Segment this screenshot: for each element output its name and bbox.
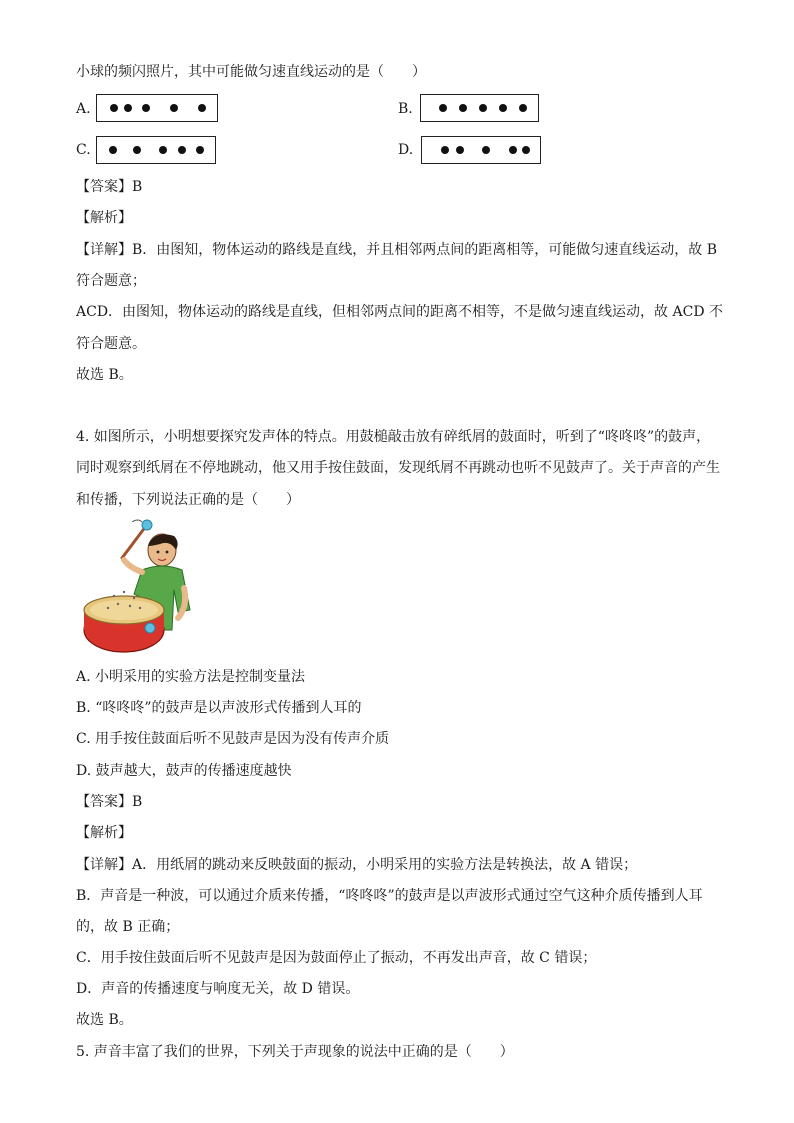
- dot: [142, 104, 150, 112]
- q3-analysis-title: 【解析】: [76, 210, 132, 226]
- dot: [439, 104, 447, 112]
- q4-option-d: D. 鼓声越大，鼓声的传播速度越快: [76, 763, 292, 779]
- q3-option-a-dots: [96, 94, 218, 122]
- dot: [196, 146, 204, 154]
- q3-option-b-label: B.: [398, 101, 413, 117]
- q3-option-a-label: A.: [76, 101, 91, 117]
- dot: [109, 146, 117, 154]
- dot: [159, 146, 167, 154]
- q4-option-c: C. 用手按住鼓面后听不见鼓声是因为没有传声介质: [76, 731, 390, 747]
- dot: [110, 104, 118, 112]
- q3-conclusion: 故选 B。: [76, 367, 133, 383]
- q3-detail-2b: 符合题意。: [76, 336, 146, 352]
- q3-detail-2a: ACD．由图知，物体运动的路线是直线，但相邻两点间的距离不相等，不是做匀速直线运动，故 ACD 不: [76, 304, 723, 320]
- dot: [124, 104, 132, 112]
- q4-detail-a: 【详解】A．用纸屑的跳动来反映鼓面的振动，小明采用的实验方法是转换法，故 A 错误；: [76, 857, 638, 873]
- q3-detail-1a: 【详解】B．由图知，物体运动的路线是直线，并且相邻两点间的距离相等，可能做匀速直线运动，故 B: [76, 242, 718, 258]
- dot: [170, 104, 178, 112]
- q4-analysis-title: 【解析】: [76, 825, 132, 841]
- q3-option-d-label: D.: [398, 142, 414, 158]
- q4-detail-b2: 的，故 B 正确；: [76, 919, 180, 935]
- q4-detail-d: D．声音的传播速度与响度无关，故 D 错误。: [76, 981, 360, 997]
- q3-detail-1b: 符合题意；: [76, 273, 146, 289]
- dot: [509, 146, 517, 154]
- q3-option-b-dots: [420, 94, 539, 122]
- q3-option-d-dots: [421, 136, 541, 164]
- q4-detail-c: C．用手按住鼓面后听不见鼓声是因为鼓面停止了振动，不再发出声音，故 C 错误；: [76, 950, 597, 966]
- dot: [198, 104, 206, 112]
- q3-intro: 小球的频闪照片，其中可能做匀速直线运动的是（ ）: [76, 64, 426, 80]
- dot: [441, 146, 449, 154]
- q4-answer: 【答案】B: [76, 794, 143, 810]
- q4-stem-line-2: 同时观察到纸屑在不停地跳动，他又用手按住鼓面，发现纸屑不再跳动也听不见鼓声了。关于声音的产生: [76, 460, 720, 476]
- dot: [456, 146, 464, 154]
- boy-drum-illustration: [80, 518, 196, 658]
- dot: [482, 146, 490, 154]
- q3-option-c-dots: [96, 136, 216, 164]
- q4-detail-b1: B．声音是一种波，可以通过介质来传播，“咚咚咚”的鼓声是以声波形式通过空气这种介质传播到人耳: [76, 888, 703, 904]
- q4-stem-line-1: 4. 如图所示，小明想要探究发声体的特点。用鼓槌敲击放有碎纸屑的鼓面时，听到了“咚咚咚”的鼓声，: [76, 429, 711, 445]
- dot: [479, 104, 487, 112]
- q5-stem: 5. 声音丰富了我们的世界，下列关于声现象的说法中正确的是（ ）: [76, 1044, 514, 1060]
- dot: [522, 146, 530, 154]
- dot: [178, 146, 186, 154]
- dot: [459, 104, 467, 112]
- q4-conclusion: 故选 B。: [76, 1012, 133, 1028]
- q3-option-c-label: C.: [76, 142, 91, 158]
- dot: [519, 104, 527, 112]
- dot: [499, 104, 507, 112]
- q4-option-a: A. 小明采用的实验方法是控制变量法: [76, 669, 306, 685]
- q3-answer: 【答案】B: [76, 179, 143, 195]
- q4-option-b: B. “咚咚咚”的鼓声是以声波形式传播到人耳的: [76, 700, 362, 716]
- q4-stem-line-3: 和传播，下列说法正确的是（ ）: [76, 492, 300, 508]
- dot: [133, 146, 141, 154]
